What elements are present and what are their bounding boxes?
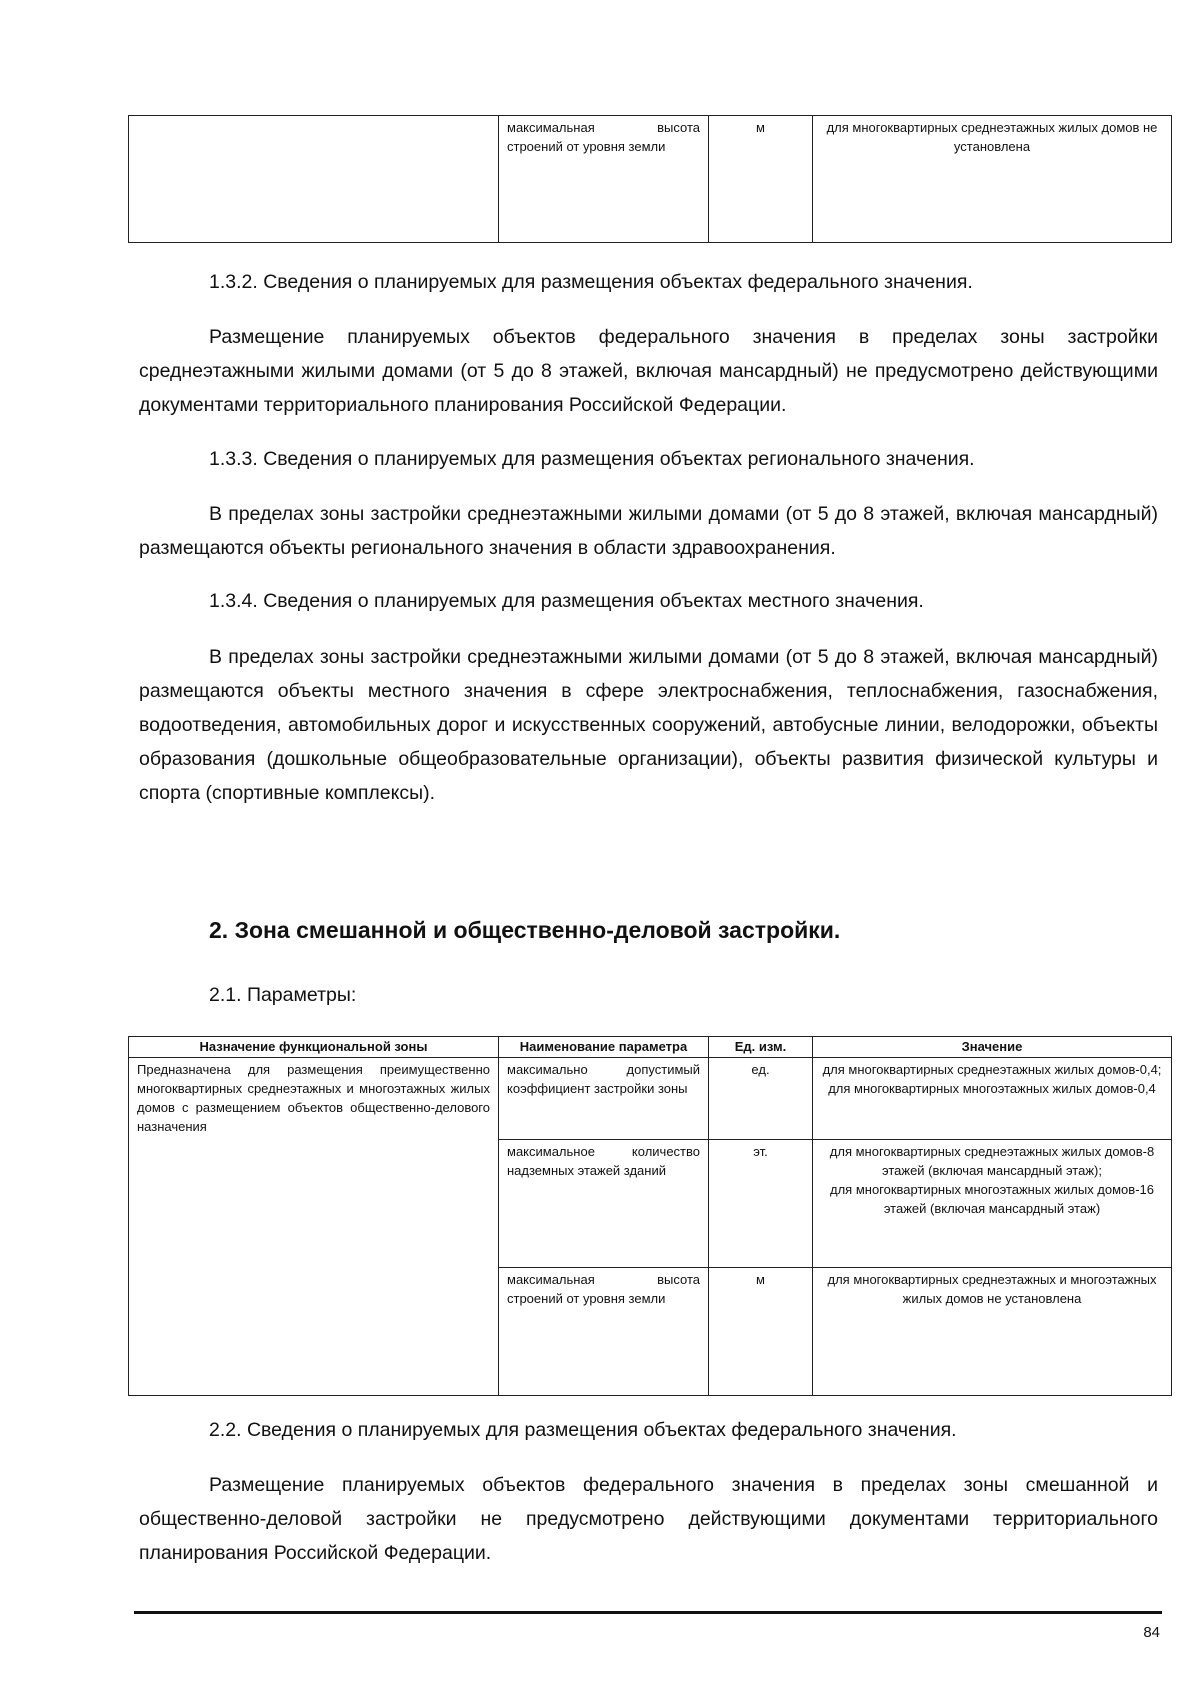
table-row xyxy=(129,1058,1172,1140)
subsection-heading-1-3-3: 1.3.3. Сведения о планируемых для размещения объектах регионального значения. xyxy=(209,448,975,470)
unit-cell: м xyxy=(709,116,813,243)
params-heading: 2.1. Параметры: xyxy=(209,984,357,1006)
col-header-unit: Ед. изм. xyxy=(709,1037,813,1058)
subsection-heading-2-2: 2.2. Сведения о планируемых для размещения объектах федерального значения. xyxy=(209,1419,957,1441)
paragraph-1-3-2: Размещение планируемых объектов федерального значения в пределах зоны застройки среднеэтажными жилыми домами (от 5 до 8 этажей, включая мансардный) не предусмотрено действующими документами территориального планирования Российской Федерации. xyxy=(139,326,1158,416)
value-line: для многоквартирных многоэтажных жилых домов-16 этажей (включая мансардный этаж) xyxy=(830,1182,1154,1216)
value-line: для многоквартирных среднеэтажных жилых домов-0,4; xyxy=(822,1062,1162,1077)
subsection-heading-1-3-4: 1.3.4. Сведения о планируемых для размещения объектах местного значения. xyxy=(209,590,924,612)
paragraph-2-2: Размещение планируемых объектов федерального значения в пределах зоны смешанной и общественно-деловой застройки не предусмотрено действующими документами территориального планирования Российской Федерации. xyxy=(139,1474,1158,1564)
paragraph-1-3-4: В пределах зоны застройки среднеэтажными жилыми домами (от 5 до 8 этажей, включая мансардный) размещаются объекты местного значения в сфере электроснабжения, теплоснабжения, газоснабжения, водоотведения, автомобильных дорог и искусственных сооружений, автобусные линии, велодорожки, объекты образования (дошкольные общеобразовательные организации), объекты развития физической культуры и спорта (спортивные комплексы). xyxy=(139,646,1158,804)
value-line: для многоквартирных многоэтажных жилых домов-0,4 xyxy=(828,1081,1156,1096)
value-line: для многоквартирных среднеэтажных и многоэтажных жилых домов не установлена xyxy=(827,1272,1157,1306)
unit-cell: эт. xyxy=(709,1140,813,1268)
param-cell: максимальная высота строений от уровня земли xyxy=(499,1268,709,1396)
value-cell: для многоквартирных среднеэтажных жилых домов не установлена xyxy=(813,116,1172,243)
top-table xyxy=(128,115,1172,243)
unit-cell: м xyxy=(709,1268,813,1396)
table-row xyxy=(129,116,1172,243)
paragraph-1-3-3: В пределах зоны застройки среднеэтажными жилыми домами (от 5 до 8 этажей, включая мансардный) размещаются объекты регионального значения в области здравоохранения. xyxy=(139,503,1158,559)
param-cell: максимальная высота строений от уровня земли xyxy=(499,116,709,243)
page-number: 84 xyxy=(1143,1624,1160,1641)
param-cell: максимально допустимый коэффициент застройки зоны xyxy=(499,1058,709,1140)
value-cell xyxy=(813,1268,1172,1396)
unit-cell: ед. xyxy=(709,1058,813,1140)
param-cell: максимальное количество надземных этажей зданий xyxy=(499,1140,709,1268)
footer-divider xyxy=(134,1611,1162,1614)
zone-cell xyxy=(129,116,499,243)
subsection-heading-1-3-2: 1.3.2. Сведения о планируемых для размещения объектах федерального значения. xyxy=(209,271,973,293)
value-line: для многоквартирных среднеэтажных жилых домов-8 этажей (включая мансардный этаж); xyxy=(829,1144,1155,1178)
zone-cell: Предназначена для размещения преимущественно многоквартирных среднеэтажных и многоэтажных жилых домов с размещением объектов общественно-делового назначения xyxy=(129,1058,499,1396)
col-header-param: Наименование параметра xyxy=(499,1037,709,1058)
value-cell xyxy=(813,1058,1172,1140)
col-header-value: Значение xyxy=(813,1037,1172,1058)
section-title: 2. Зона смешанной и общественно-деловой застройки. xyxy=(209,917,841,943)
col-header-zone: Назначение функциональной зоны xyxy=(129,1037,499,1058)
table-header-row xyxy=(129,1037,1172,1058)
params-table xyxy=(128,1036,1172,1396)
value-cell xyxy=(813,1140,1172,1268)
